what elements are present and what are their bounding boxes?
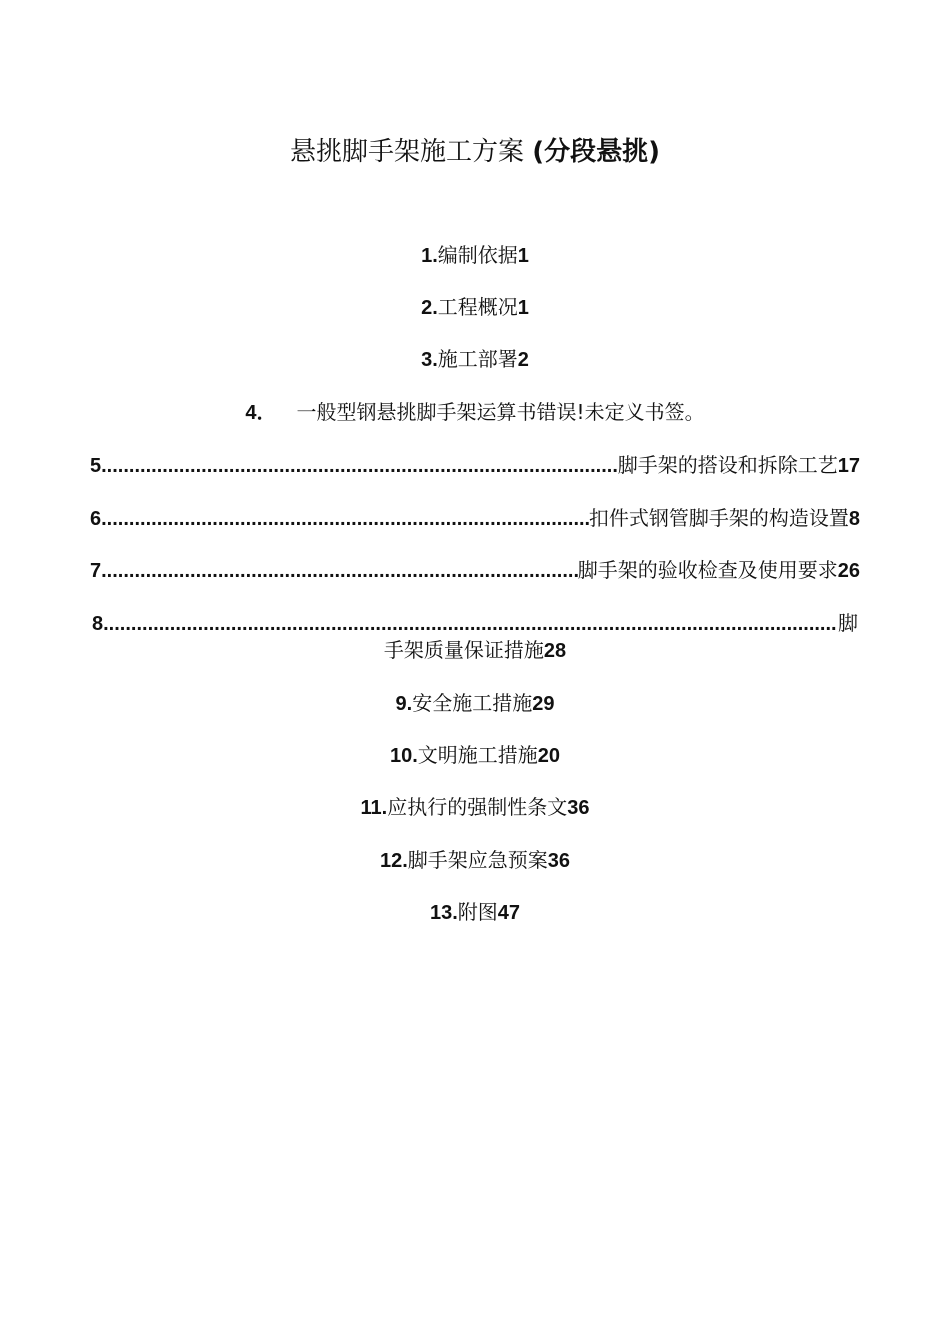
toc-leader-dots	[101, 504, 589, 534]
toc-item-page: 28	[543, 640, 567, 662]
toc-item-number: 11.	[360, 797, 388, 819]
toc-item-page: 26	[837, 560, 860, 582]
toc-item-number: 5	[90, 455, 102, 477]
toc-item-page: 8	[848, 508, 860, 530]
toc-item-label: 施工部署	[437, 347, 518, 371]
toc-item-11[interactable]	[0, 792, 950, 823]
toc-item-number: 2.	[421, 297, 438, 319]
toc-item-label-continued: 手架质量保证措施	[383, 638, 544, 662]
toc-item-number: 1.	[421, 245, 438, 267]
toc-item-label: 脚手架的搭设和拆除工艺	[617, 453, 838, 477]
toc-item-label: 脚手架的验收检查及使用要求	[577, 558, 838, 582]
toc-item-label: 扣件式钢管脚手架的构造设置	[588, 506, 849, 530]
toc-item-number: 3.	[421, 349, 438, 371]
toc-item-label: 脚	[838, 611, 858, 635]
toc-item-page: 1	[517, 245, 529, 267]
toc-leader-dots	[101, 556, 578, 586]
toc-item-6[interactable]	[90, 503, 860, 534]
toc-item-page: 36	[567, 797, 590, 819]
toc-item-page: 47	[497, 902, 521, 924]
toc-item-number: 8	[92, 613, 104, 635]
toc-item-2[interactable]	[0, 292, 950, 323]
toc-item-4[interactable]	[0, 397, 950, 428]
title-paren: (分段悬挑)	[532, 137, 661, 167]
toc-item-page: 17	[837, 455, 860, 477]
toc-item-12[interactable]	[0, 845, 950, 876]
document-title	[0, 132, 950, 172]
toc-item-number: 7	[90, 560, 102, 582]
toc-item-label: 应执行的强制性条文	[387, 795, 568, 819]
toc-leader-dots	[101, 451, 618, 481]
toc-item-1[interactable]	[0, 240, 950, 271]
toc-item-label: 附图	[457, 900, 498, 924]
toc-item-number: 10.	[389, 745, 418, 767]
toc-item-label: 文明施工措施	[417, 743, 538, 767]
toc-item-number: 4．	[245, 402, 277, 424]
toc-item-page: 1	[517, 297, 529, 319]
toc-item-page: 20	[537, 745, 561, 767]
toc-item-page: 2	[517, 349, 529, 371]
toc-item-page: 36	[547, 850, 571, 872]
toc-item-label: 脚手架应急预案	[407, 848, 548, 872]
toc-item-number: 6	[90, 508, 102, 530]
toc-item-number: 9.	[395, 693, 413, 715]
toc-item-page: 29	[532, 693, 555, 715]
toc-item-7[interactable]	[90, 555, 860, 586]
toc-item-9[interactable]	[0, 688, 950, 719]
toc-item-label: 编制依据	[437, 243, 518, 267]
toc-item-label: 安全施工措施	[412, 691, 533, 715]
toc-item-label: 一般型钢悬挑脚手架运算书错误!未定义书签。	[296, 400, 705, 424]
title-main: 悬挑脚手架施工方案	[289, 137, 524, 167]
toc-item-13[interactable]	[0, 897, 950, 928]
toc-item-10[interactable]	[0, 740, 950, 771]
toc-item-8-line-2	[0, 635, 950, 666]
toc-item-5[interactable]	[90, 450, 860, 481]
toc-item-number: 12.	[379, 850, 408, 872]
toc-item-label: 工程概况	[437, 295, 518, 319]
toc-item-number: 13.	[429, 902, 458, 924]
toc-item-3[interactable]	[0, 344, 950, 375]
